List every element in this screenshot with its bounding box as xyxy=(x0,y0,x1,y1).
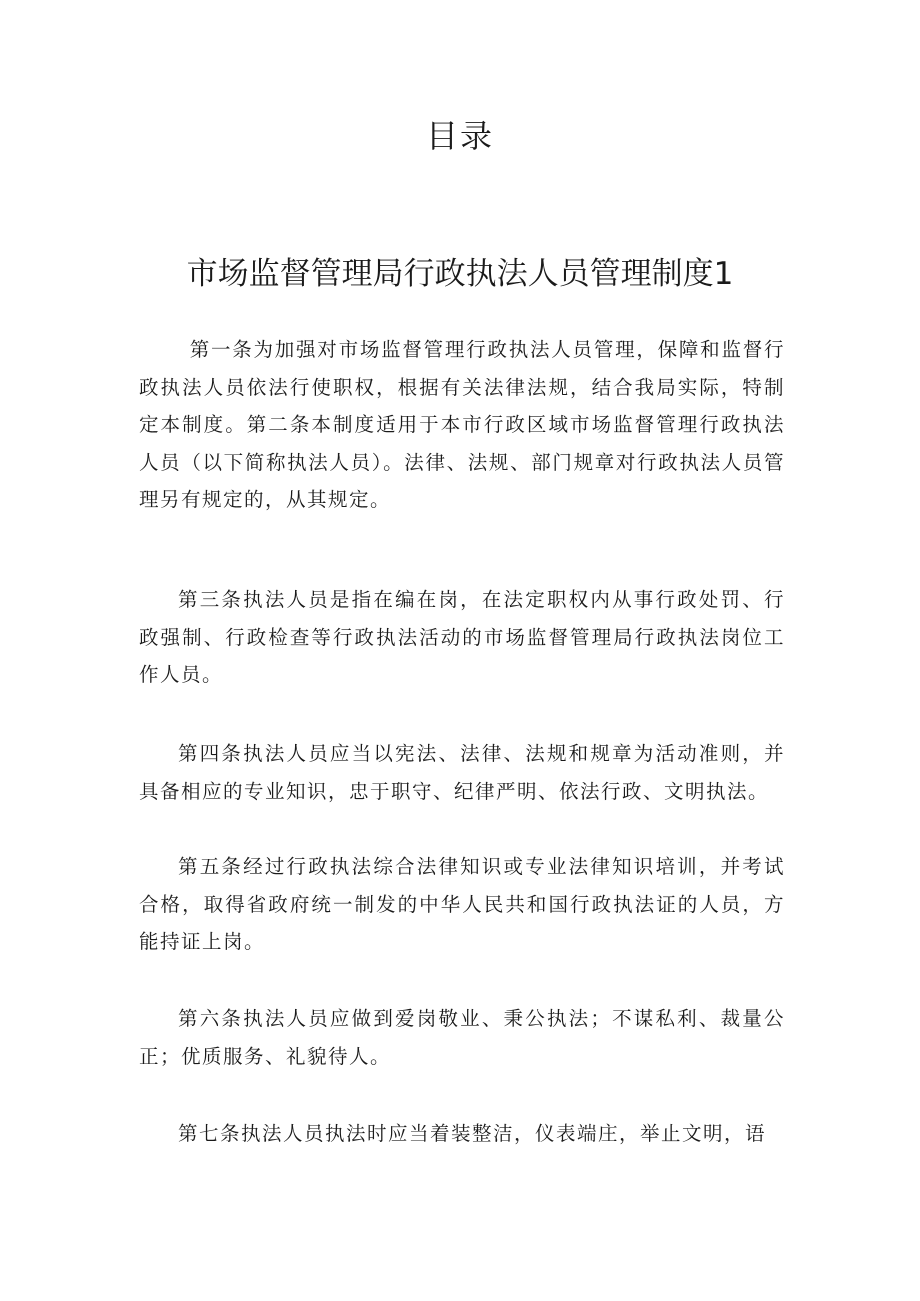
toc-heading: 目录 xyxy=(425,117,494,155)
article-paragraph: 第五条经过行政执法综合法律知识或专业法律知识培训，并考试合格，取得省政府统一制发的中华人民共和国行政执法证的人员，方能持证上岗。 xyxy=(139,855,785,953)
document-title: 市场监督管理局行政执法人员管理制度1 xyxy=(186,256,734,292)
article-paragraph: 第四条执法人员应当以宪法、法律、法规和规章为活动准则，并具备相应的专业知识，忠于职守、纪律严明、依法行政、文明执法。 xyxy=(139,742,785,803)
article-paragraph: 第六条执法人员应做到爱岗敬业、秉公执法；不谋私利、裁量公正；优质服务、礼貌待人。 xyxy=(139,1007,785,1068)
article-paragraph: 第三条执法人员是指在编在岗，在法定职权内从事行政处罚、行政强制、行政检查等行政执法活动的市场监督管理局行政执法岗位工作人员。 xyxy=(139,588,785,686)
article-paragraph: 第七条执法人员执法时应当着装整洁，仪表端庄，举止文明，语 xyxy=(178,1122,767,1145)
article-paragraph: 第一条为加强对市场监督管理行政执法人员管理，保障和监督行政执法人员依法行使职权，根据有关法律法规，结合我局实际，特制定本制度。第二条本制度适用于本市行政区域市场监督管理行政执法人员（以下简称执法人员）。法律、法规、部门规章对行政执法人员管理另有规定的，从其规定。 xyxy=(139,338,785,511)
